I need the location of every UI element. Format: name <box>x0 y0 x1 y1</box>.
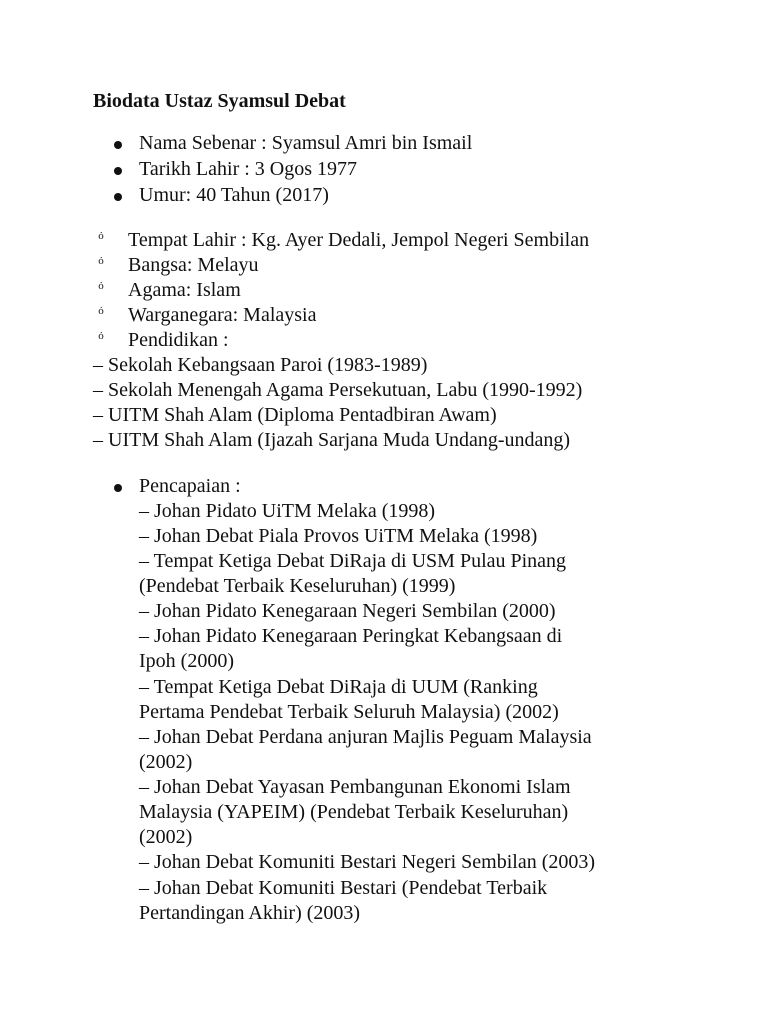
achievement-line: – Johan Debat Perdana anjuran Majlis Peguam Malaysia <box>139 726 592 748</box>
document-title: Biodata Ustaz Syamsul Debat <box>93 90 346 112</box>
bullet-dot-icon <box>114 167 122 175</box>
achievement-line: Malaysia (YAPEIM) (Pendebat Terbaik Keseluruhan) <box>139 801 569 823</box>
education-item: – UITM Shah Alam (Diploma Pentadbiran Awam) <box>93 404 497 426</box>
achievement-line: – Johan Debat Yayasan Pembangunan Ekonomi Islam <box>139 776 571 798</box>
achievement-line: Ipoh (2000) <box>139 650 234 672</box>
bullet-dot-icon <box>114 484 122 492</box>
achievement-line: – Tempat Ketiga Debat DiRaja di UUM (Ranking <box>139 676 538 698</box>
personal-age: Umur: 40 Tahun (2017) <box>139 184 329 206</box>
bullet-glyph-icon: ỏ <box>98 230 104 242</box>
achievement-line: – Johan Pidato UiTM Melaka (1998) <box>139 500 436 522</box>
education-item: – Sekolah Kebangsaan Paroi (1983-1989) <box>93 354 428 376</box>
detail-birthplace: Tempat Lahir : Kg. Ayer Dedali, Jempol Negeri Sembilan <box>128 229 590 251</box>
achievement-line: (Pendebat Terbaik Keseluruhan) (1999) <box>139 575 456 597</box>
personal-name: Nama Sebenar : Syamsul Amri bin Ismail <box>139 132 473 154</box>
achievement-line: – Johan Debat Komuniti Bestari (Pendebat Terbaik <box>139 877 548 899</box>
achievement-line: – Johan Debat Piala Provos UiTM Melaka (1998) <box>139 525 538 547</box>
bullet-glyph-icon: ỏ <box>98 330 104 342</box>
achievement-line: – Johan Debat Komuniti Bestari Negeri Sembilan (2003) <box>139 851 596 873</box>
achievement-line: Pertandingan Akhir) (2003) <box>139 902 361 924</box>
achievement-line: – Johan Pidato Kenegaraan Negeri Sembilan (2000) <box>139 600 556 622</box>
achievement-line: (2002) <box>139 751 193 773</box>
achievements-label: Pencapaian : <box>139 475 241 497</box>
bullet-glyph-icon: ỏ <box>98 280 104 292</box>
detail-race: Bangsa: Melayu <box>128 254 259 276</box>
bullet-glyph-icon: ỏ <box>98 305 104 317</box>
bullet-glyph-icon: ỏ <box>98 255 104 267</box>
achievement-line: Pertama Pendebat Terbaik Seluruh Malaysia) (2002) <box>139 701 559 723</box>
bullet-dot-icon <box>114 141 122 149</box>
detail-citizenship: Warganegara: Malaysia <box>128 304 317 326</box>
achievement-line: – Johan Pidato Kenegaraan Peringkat Kebangsaan di <box>139 625 563 647</box>
detail-education-label: Pendidikan : <box>128 329 229 351</box>
bullet-dot-icon <box>114 193 122 201</box>
detail-religion: Agama: Islam <box>128 279 241 301</box>
education-item: – UITM Shah Alam (Ijazah Sarjana Muda Undang-undang) <box>93 429 571 451</box>
achievement-line: – Tempat Ketiga Debat DiRaja di USM Pulau Pinang <box>139 550 567 572</box>
personal-birthdate: Tarikh Lahir : 3 Ogos 1977 <box>139 158 358 180</box>
achievement-line: (2002) <box>139 826 193 848</box>
education-item: – Sekolah Menengah Agama Persekutuan, Labu (1990-1992) <box>93 379 583 401</box>
